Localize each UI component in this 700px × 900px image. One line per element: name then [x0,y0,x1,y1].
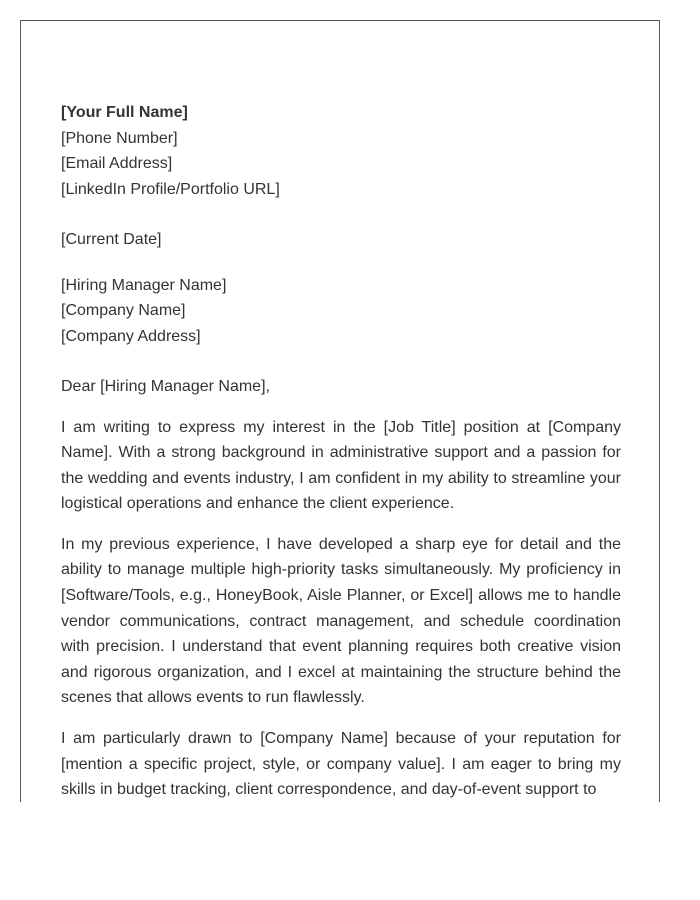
paragraph-intro: I am writing to express my interest in the [Job Title] position at [Company Name]. With a strong background in administrative support and a passion for the wedding and events industry, I am confident in my ability to streamline your logistical operations and enhance the client experience. [61,418,621,513]
sender-phone: [Phone Number] [61,129,178,147]
paragraph-motivation: I am particularly drawn to [Company Name] because of your reputation for [mention a specific project, style, or company value]. I am eager to bring my skills in budget tracking, client correspondence, and day-of-event support to [61,730,621,799]
recipient-address: [Company Address] [61,327,201,345]
letter-body [61,100,621,802]
sender-email: [Email Address] [61,155,173,172]
salutation: Dear [Hiring Manager Name], [61,378,270,395]
letter-date: [Current Date] [61,231,162,248]
recipient-company: [Company Name] [61,302,186,319]
recipient-manager: [Hiring Manager Name] [61,276,227,294]
paragraph-experience: In my previous experience, I have developed a sharp eye for detail and the ability to manage multiple high-priority tasks simultaneously. My proficiency in [Software/Tools, e.g., HoneyBook, Aisle Planner, or Excel] allows me to handle vendor communications, contract management, and schedule coordination with precision. I understand that event planning requires both creative vision and rigorous organization, and I excel at maintaining the structure behind the scenes that allows events to run flawlessly. [61,535,621,707]
sender-name: [Your Full Name] [61,104,188,121]
letter-page [20,20,660,802]
sender-linkedin: [LinkedIn Profile/Portfolio URL] [61,180,280,198]
